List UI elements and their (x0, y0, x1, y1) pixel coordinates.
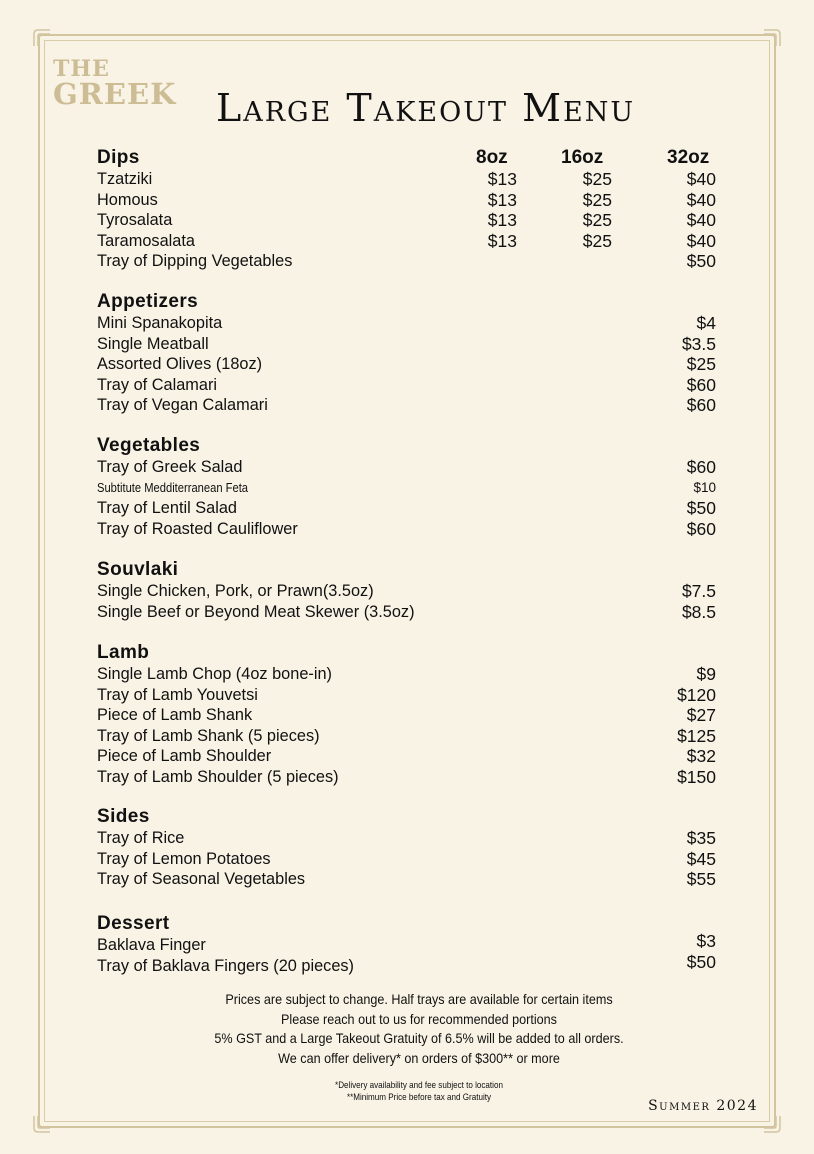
item-name: Piece of Lamb Shank (97, 705, 253, 725)
price-8oz: $13 (487, 210, 517, 231)
item-price: $60 (686, 457, 716, 477)
season-label: Summer 2024 (648, 1098, 758, 1114)
section-dessert (97, 913, 737, 976)
menu-item (97, 169, 737, 190)
item-name: Homous (97, 189, 158, 209)
item-name: Baklava Finger (97, 935, 206, 954)
logo-line-1: THE (53, 56, 110, 82)
menu-item (97, 767, 737, 788)
corner-ornament-icon (760, 26, 784, 50)
fine-print (220, 1080, 618, 1104)
menu-item (97, 705, 737, 726)
menu-item (97, 828, 737, 849)
price-16oz: $25 (582, 169, 612, 189)
menu-item (97, 849, 737, 870)
menu-item (97, 395, 737, 416)
menu-title: Large Takeout Menu (216, 86, 636, 130)
menu-item (97, 931, 737, 956)
note-line: 5% GST and a Large Takeout Gratuity of 6.5% will be added to all orders. (214, 1030, 624, 1047)
menu-item (97, 354, 737, 375)
column-header-8oz: 8oz (476, 147, 508, 168)
item-name: Tray of Lamb Youvetsi (97, 684, 258, 704)
menu-item (97, 251, 737, 272)
menu-item (97, 746, 737, 767)
item-price: $50 (686, 951, 716, 972)
menu-item (97, 581, 737, 602)
price-32oz: $40 (686, 230, 716, 251)
section-title: Vegetables (97, 435, 201, 456)
note-line: We can offer delivery* on orders of $300** or more (278, 1049, 560, 1066)
item-price: $150 (677, 766, 716, 787)
item-price: $60 (686, 374, 716, 395)
item-price: $3.5 (681, 333, 716, 354)
column-header-32oz: 32oz (667, 147, 710, 168)
price-32oz: $50 (686, 251, 716, 272)
item-price: $45 (686, 848, 716, 869)
item-name: Assorted Olives (18oz) (97, 354, 263, 374)
item-name: Tray of Lentil Salad (97, 498, 238, 518)
price-16oz: $25 (582, 189, 612, 210)
item-price: $60 (686, 518, 716, 539)
section-dips (97, 147, 737, 272)
item-price: $8.5 (681, 601, 716, 622)
section-sides (97, 806, 737, 890)
fine-print-line: *Delivery availability and fee subject to location (335, 1080, 503, 1091)
column-header-16oz: 16oz (561, 147, 604, 168)
restaurant-logo (53, 58, 201, 109)
item-name: Tyrosalata (97, 210, 173, 230)
item-name: Taramosalata (97, 230, 195, 250)
menu-item (97, 375, 737, 396)
section-title: Sides (97, 806, 150, 827)
fine-print-line: **Minimum Price before tax and Gratuity (346, 1092, 492, 1103)
item-name: Piece of Lamb Shoulder (97, 746, 272, 766)
price-8oz: $13 (487, 169, 517, 189)
item-price: $9 (696, 664, 716, 684)
item-price: $55 (686, 869, 716, 890)
item-name: Single Meatball (97, 333, 209, 353)
menu-item (97, 334, 737, 355)
item-name: Subtitute Medditerranean Feta (97, 479, 249, 495)
menu-item (97, 726, 737, 747)
item-price: $7.5 (681, 581, 716, 601)
section-vegetables (97, 435, 737, 539)
menu-item (97, 519, 737, 540)
note-line: Prices are subject to change. Half trays are available for certain items (225, 991, 613, 1007)
item-price: $32 (686, 746, 716, 767)
price-32oz: $40 (686, 210, 716, 231)
price-8oz: $13 (487, 189, 517, 210)
item-price: $27 (686, 705, 716, 726)
price-32oz: $40 (686, 169, 716, 189)
logo-line-2: GREEK (53, 77, 177, 111)
menu-item (97, 210, 737, 231)
menu-item (97, 313, 737, 334)
price-8oz: $13 (487, 230, 517, 251)
item-name: Single Chicken, Pork, or Prawn(3.5oz) (97, 581, 374, 600)
menu-item (97, 190, 737, 211)
section-title: Appetizers (97, 291, 199, 312)
corner-ornament-icon (760, 1112, 784, 1136)
price-16oz: $25 (582, 230, 612, 251)
menu-item (97, 231, 737, 252)
corner-ornament-icon (30, 1112, 54, 1136)
item-name: Tray of Rice (97, 828, 185, 847)
item-name: Tray of Lemon Potatoes (97, 848, 271, 868)
menu-item (97, 869, 737, 890)
item-name: Tray of Calamari (97, 374, 218, 394)
item-name: Tray of Vegan Calamari (97, 395, 268, 415)
price-32oz: $40 (686, 189, 716, 210)
item-name: Tzatziki (97, 169, 153, 188)
item-price: $120 (677, 684, 716, 705)
item-price: $10 (693, 479, 716, 495)
item-price: $25 (686, 354, 716, 375)
item-price: $4 (696, 313, 716, 333)
item-price: $50 (686, 498, 716, 519)
item-name: Single Beef or Beyond Meat Skewer (3.5oz) (97, 601, 415, 621)
menu-item (97, 602, 737, 623)
item-name: Tray of Baklava Fingers (20 pieces) (97, 955, 354, 975)
item-name: Tray of Roasted Cauliflower (97, 518, 298, 538)
menu-item (97, 498, 737, 519)
menu-item (97, 478, 737, 499)
item-name: Tray of Seasonal Vegetables (97, 869, 306, 889)
item-name: Single Lamb Chop (4oz bone-in) (97, 664, 332, 683)
menu-item (97, 457, 737, 478)
note-line: Please reach out to us for recommended portions (281, 1010, 557, 1027)
item-name: Tray of Lamb Shank (5 pieces) (97, 725, 320, 745)
menu-item (97, 685, 737, 706)
section-appetizers (97, 291, 737, 416)
section-lamb (97, 642, 737, 788)
item-price: $3 (696, 931, 716, 951)
section-title: Dips (97, 147, 140, 168)
item-name: Tray of Greek Salad (97, 457, 243, 476)
section-souvlaki (97, 559, 737, 622)
price-16oz: $25 (582, 210, 612, 231)
menu-notes (120, 990, 718, 1068)
item-price: $125 (677, 725, 716, 746)
item-name: Tray of Dipping Vegetables (97, 251, 293, 271)
item-price: $35 (686, 828, 716, 848)
corner-ornament-icon (30, 26, 54, 50)
menu-item (97, 664, 737, 685)
item-name: Tray of Lamb Shoulder (5 pieces) (97, 766, 339, 786)
item-name: Mini Spanakopita (97, 313, 223, 332)
menu-item (97, 951, 737, 977)
section-title: Dessert (97, 913, 170, 934)
section-title: Souvlaki (97, 559, 179, 580)
section-title: Lamb (97, 642, 150, 663)
item-price: $60 (686, 395, 716, 416)
